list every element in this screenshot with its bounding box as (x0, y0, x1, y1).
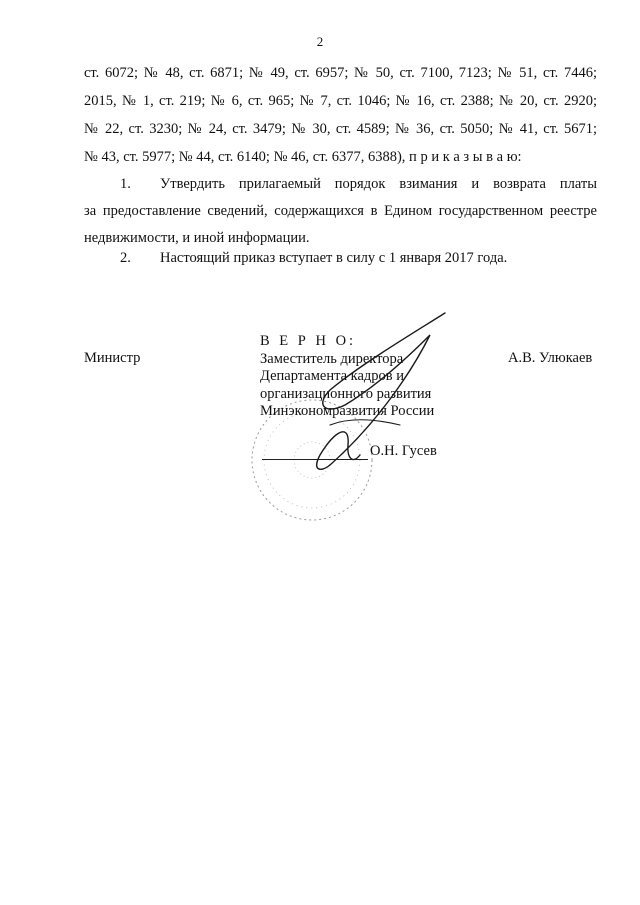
list-item-number: 1. (120, 176, 131, 192)
handwritten-signature (290, 305, 460, 480)
body-line: ст. 6072; № 48, ст. 6871; № 49, ст. 6957; № 50, ст. 7100, 7123; № 51, ст. 7446; (84, 65, 597, 81)
body-line: № 43, ст. 5977; № 44, ст. 6140; № 46, ст. 6377, 6388), п р и к а з ы в а ю: (84, 149, 522, 165)
list-item-1-continuation: недвижимости, и иной информации. (84, 230, 310, 246)
list-item-text: Утвердить прилагаемый порядок взимания и возврата платы (160, 176, 597, 192)
list-item-2 (120, 249, 597, 267)
certification-line: Департамента кадров и (260, 368, 405, 384)
certification-line: организационного развития (260, 385, 432, 402)
list-item-text: Настоящий приказ вступает в силу с 1 января 2017 года. (160, 250, 508, 266)
signer-title: Министр (84, 350, 141, 366)
body-line: № 22, ст. 3230; № 24, ст. 3479; № 30, ст. 4589; № 36, ст. 5050; № 41, ст. 5671; (84, 121, 597, 137)
list-item-1 (120, 175, 597, 193)
certifier-name: О.Н. Гусев (370, 443, 437, 459)
page-number: 2 (316, 34, 324, 49)
list-item-number: 2. (120, 250, 131, 266)
body-line: 2015, № 1, ст. 219; № 6, ст. 965; № 7, ст. 1046; № 16, ст. 2388; № 20, ст. 2920; (84, 93, 597, 109)
certification-title: В Е Р Н О: (260, 333, 357, 349)
signer-name: А.В. Улюкаев (508, 350, 593, 366)
certification-line: Минэкономразвития России (260, 403, 435, 419)
certification-line: Заместитель директора (260, 350, 404, 367)
list-item-1-continuation: за предоставление сведений, содержащихся в Едином государственном реестре (84, 203, 597, 219)
